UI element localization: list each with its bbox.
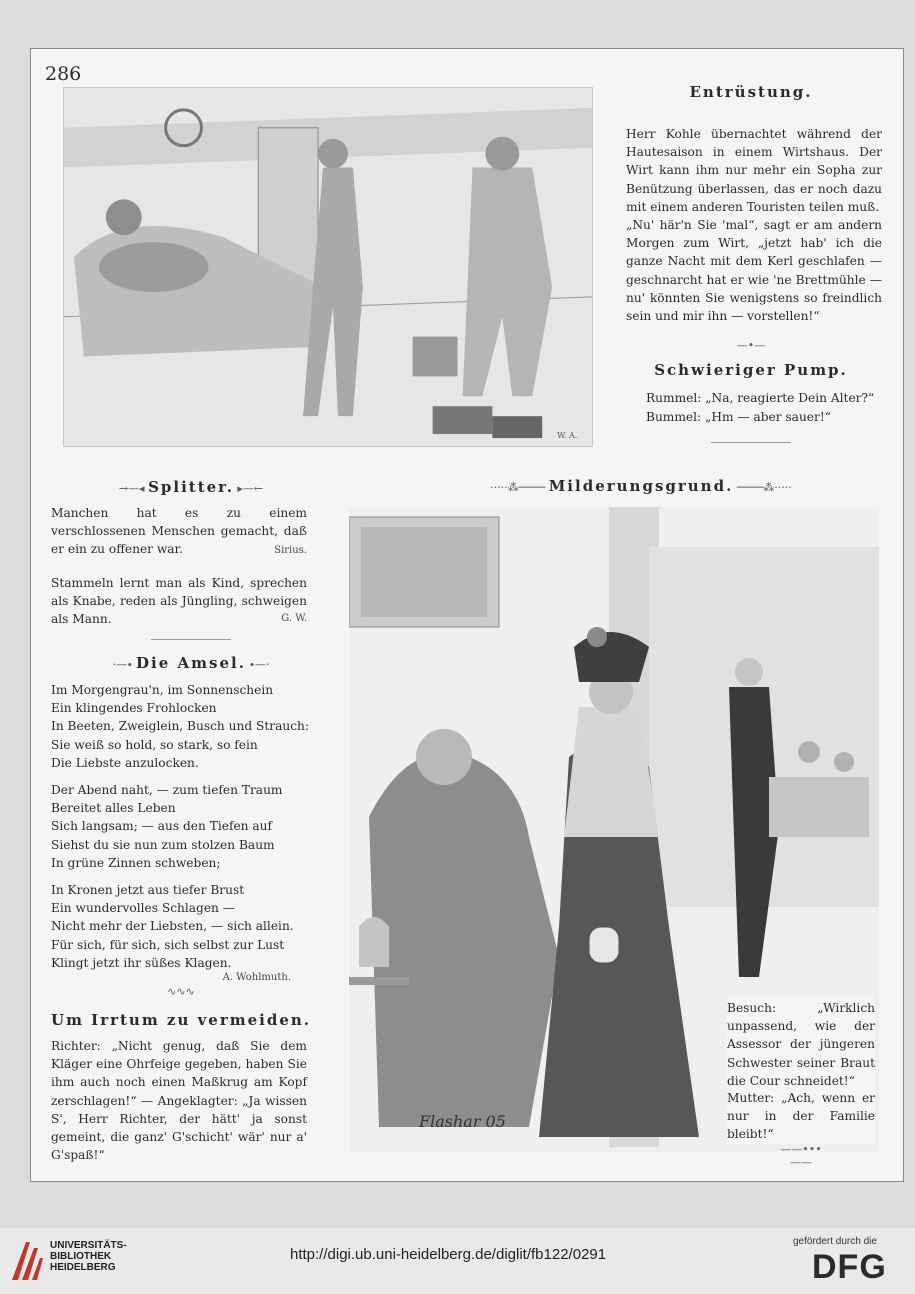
milderungsgrund-title xyxy=(441,477,841,495)
amsel-stanza-1: Im Morgengrau'n, im Sonnenschein Ein klingendes Frohlocken In Beeten, Zweiglein, Busch und Strauch: Sie weiß so hold, so stark, so fein Die Liebste anzulocken. xyxy=(51,683,309,770)
ornament-divider: —•— xyxy=(736,339,766,352)
splitter-title xyxy=(51,478,331,496)
ornament-divider: ——•••—— xyxy=(780,1143,822,1169)
ornament-left: →—◂ xyxy=(118,482,149,495)
splitter-author-2: G. W. xyxy=(281,613,307,624)
amsel-title-text: Die Amsel. xyxy=(136,654,246,672)
ornament-divider: ∿∿∿ xyxy=(167,985,195,998)
divider-rule xyxy=(711,442,791,443)
page-number: 286 xyxy=(45,63,82,85)
milderungsgrund-mutter: Mutter: „Ach, wenn er nur in der Familie bleibt!“ xyxy=(727,1089,875,1144)
amsel-stanza-3: In Kronen jetzt aus tiefer Brust Ein wundervolles Schlagen — Nicht mehr der Liebsten, — sich allein. Für sich, für sich, sich selbst zur Lust Klingt jetzt ihr süßes Klagen. xyxy=(51,883,294,970)
divider-rule xyxy=(151,639,231,640)
top-illustration-signature: W. A. xyxy=(557,431,578,441)
milderungsgrund-title-text: Milderungsgrund. xyxy=(548,477,734,495)
splitter-aphorism-1: Manchen hat es zu einem verschlossenen Menschen gemacht, daß er ein zu offener war. xyxy=(51,506,307,557)
splitter-title-text: Splitter. xyxy=(148,478,234,496)
library-logo-icon xyxy=(10,1238,44,1282)
ornament-right: ────⁂····· xyxy=(733,481,792,494)
entruestung-body: Herr Kohle übernachtet während der Hautesaison in einem Wirtshaus. Der Wirt kann ihm nur mehr ein Sopha zur Benützung überlassen, das er noch dazu mit einem anderen Touristen teilen muß. „Nu' här'n Sie 'mal“, sagt er am andern Morgen zum Wirt, „jetzt hab' ich die ganze Nacht mit dem Kerl geschlafen — geschnarcht hat er wie 'ne Brettmühle — nu' könnten Sie wenigstens so freindlich sein und mir ihn — vorstellen!“ xyxy=(626,127,882,324)
schwieriger-pump-line1: Rummel: „Na, reagierte Dein Alter?“ xyxy=(646,391,875,405)
footer-bar xyxy=(0,1228,915,1294)
milderungsgrund-besuch: Besuch: „Wirklich unpassend, wie der Assessor der jüngeren Schwester seiner Braut die Cour schneidet!“ xyxy=(727,999,875,1090)
illustration-inn-scene xyxy=(63,87,593,447)
irrtum-body: Richter: „Nicht genug, daß Sie dem Kläger eine Ohrfeige gegeben, haben Sie ihm auch noch einen Maßkrug am Kopf zerschlagen!“ — Angeklagter: „Ja wissen S', Herr Richter, der hätt' ja sonst gemeint, die ganz' G'schicht' wär' nur a' G'spaß!“ xyxy=(51,1039,307,1163)
amsel-stanza-2: Der Abend naht, — zum tiefen Traum Bereitet alles Leben Sich langsam; — aus den Tiefen auf Siehst du sie nun zum stolzen Baum In grüne Zinnen schweben; xyxy=(51,783,283,870)
splitter-aphorism-2: Stammeln lernt man als Kind, sprechen als Knabe, reden als Jüngling, schweigen als Mann. xyxy=(51,576,307,627)
permalink-url[interactable]: http://digi.ub.uni-heidelberg.de/diglit/fb122/0291 xyxy=(290,1246,607,1263)
dfg-logo: DFG xyxy=(812,1248,887,1286)
entruestung-title: Entrüstung. xyxy=(689,83,813,101)
ornament-right: ∙—· xyxy=(245,658,270,671)
schwieriger-pump-line2: Bummel: „Hm — aber sauer!“ xyxy=(646,410,831,424)
ornament-left: ·—∙ xyxy=(112,658,137,671)
ornament-left: ·····⁂──── xyxy=(490,481,549,494)
amsel-author: A. Wohlmuth. xyxy=(222,972,291,983)
library-name: UNIVERSITÄTS- BIBLIOTHEK HEIDELBERG xyxy=(50,1240,127,1273)
irrtum-title: Um Irrtum zu vermeiden. xyxy=(51,1011,312,1029)
journal-page xyxy=(30,48,904,1182)
schwieriger-pump-title: Schwieriger Pump. xyxy=(654,361,848,379)
amsel-title xyxy=(51,654,331,672)
bottom-illustration-signature: Flashar 05 xyxy=(419,1112,506,1131)
ornament-right: ▸—← xyxy=(233,482,264,495)
funded-by-label: gefördert durch die xyxy=(793,1236,877,1247)
splitter-author-1: Sirius. xyxy=(274,545,307,556)
